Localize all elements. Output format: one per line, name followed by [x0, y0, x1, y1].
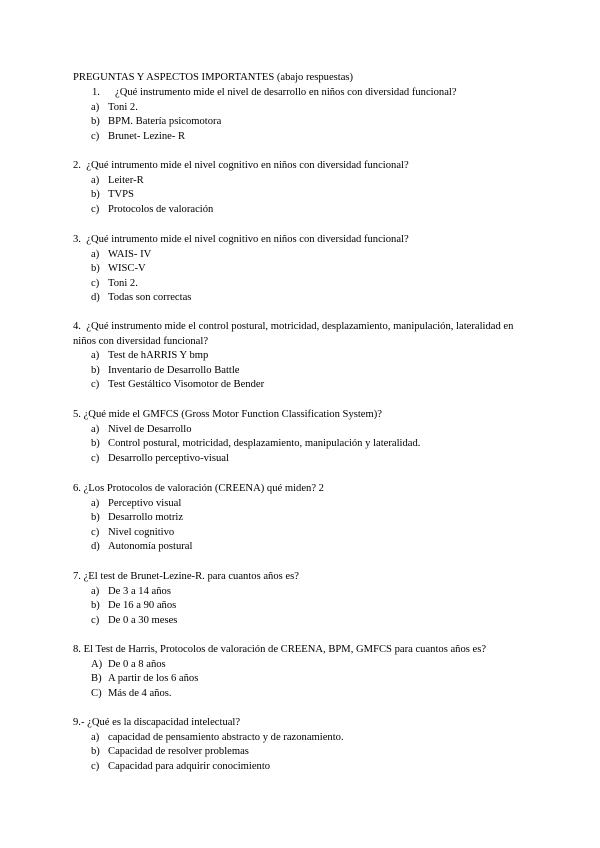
option-text: TVPS: [108, 189, 134, 201]
option-letter: c): [91, 203, 100, 215]
question-8: [73, 643, 543, 701]
option-text: De 3 a 14 años: [108, 585, 171, 597]
option-letter: c): [91, 277, 100, 289]
option: [73, 437, 533, 452]
option-text: capacidad de pensamiento abstracto y de razonamiento.: [108, 731, 344, 743]
option-text: Perceptivo visual: [108, 497, 182, 509]
option: [73, 262, 533, 277]
option-text: Leiter-R: [108, 174, 144, 186]
question-number: 7.: [73, 571, 81, 582]
option-text: WISC-V: [108, 263, 146, 275]
option-letter: d): [91, 541, 100, 553]
question-2: [73, 159, 533, 217]
question-number: 8.: [73, 644, 81, 655]
question-text: [73, 233, 533, 248]
option: [73, 745, 533, 760]
option-text: De 0 a 30 meses: [108, 614, 178, 626]
question-text: [73, 716, 533, 731]
option-text: De 16 a 90 años: [108, 600, 177, 612]
option: [73, 452, 533, 467]
question-text: [73, 408, 533, 423]
option: [73, 291, 533, 306]
option-text: Test de hARRIS Y bmp: [108, 350, 209, 362]
option: [73, 687, 543, 702]
option-letter: c): [91, 614, 100, 626]
question-label: ¿Qué intrumento mide el nivel cognitivo en niños con diversidad funcional?: [86, 234, 409, 245]
question-label: El Test de Harris, Protocolos de valoración de CREENA, BPM, GMFCS para cuantos años es?: [83, 644, 487, 655]
question-text: [73, 570, 533, 585]
option: [73, 497, 533, 512]
option-text: Desarrollo perceptivo-visual: [108, 452, 229, 464]
question-5: [73, 408, 533, 466]
option-letter: c): [91, 526, 100, 538]
option-text: Capacidad para adquirir conocimiento: [108, 760, 271, 772]
option: [73, 614, 533, 629]
option: [73, 115, 533, 130]
option-letter: b): [91, 116, 100, 128]
question-label: ¿Qué mide el GMFCS (Gross Motor Function Classification System)?: [83, 409, 382, 420]
option-letter: a): [91, 497, 100, 509]
option-letter: b): [91, 364, 100, 376]
option-letter: a): [91, 423, 100, 435]
option-letter: b): [91, 600, 100, 612]
question-number: 2.: [73, 160, 81, 171]
option-letter: a): [91, 101, 100, 113]
question-number: 1.: [92, 87, 100, 98]
question-7: [73, 570, 533, 628]
question-number: 6.: [73, 483, 81, 494]
question-text: [73, 159, 533, 174]
option: [73, 364, 533, 379]
option-letter: b): [91, 189, 100, 201]
option-text: Nivel de Desarrollo: [108, 423, 192, 435]
option: [73, 760, 533, 775]
question-text: [73, 643, 543, 658]
option: [73, 599, 533, 614]
question-number: 4.: [73, 321, 81, 332]
option-text: Test Gestáltico Visomotor de Bender: [108, 379, 265, 391]
option: [73, 130, 533, 145]
option-text: Toni 2.: [108, 277, 138, 289]
option-letter: b): [91, 746, 100, 758]
option: [73, 526, 533, 541]
option-text: Autonomía postural: [108, 541, 193, 553]
option-letter: a): [91, 350, 100, 362]
option-text: Más de 4 años.: [108, 687, 172, 699]
question-number: 9.-: [73, 717, 85, 728]
option-text: Nivel cognitivo: [108, 526, 175, 538]
option-letter: a): [91, 585, 100, 597]
option-text: De 0 a 8 años: [108, 658, 166, 670]
option-text: Control postural, motricidad, desplazamiento, manipulación y lateralidad.: [108, 438, 421, 450]
option: [73, 203, 533, 218]
option-letter: a): [91, 731, 100, 743]
option-text: Todas son correctas: [108, 292, 192, 304]
option: [73, 188, 533, 203]
option-text: BPM. Batería psicomotora: [108, 116, 222, 128]
option-text: Inventario de Desarrollo Battle: [108, 364, 240, 376]
option: [73, 248, 533, 263]
question-6: [73, 482, 533, 555]
option: [73, 585, 533, 600]
option-text: Brunet- Lezine- R: [108, 130, 186, 142]
option-letter: c): [91, 452, 100, 464]
question-number: 3.: [73, 234, 81, 245]
option-text: Toni 2.: [108, 101, 138, 113]
question-text: [73, 320, 533, 349]
question-label: ¿Los Protocolos de valoración (CREENA) qué miden? 2: [83, 483, 324, 494]
option-letter: C): [91, 687, 102, 699]
option-letter: b): [91, 438, 100, 450]
question-4: [73, 320, 533, 393]
option: [73, 174, 533, 189]
option-text: Desarrollo motriz: [108, 512, 184, 524]
option-text: Capacidad de resolver problemas: [108, 746, 249, 758]
option: [73, 101, 533, 116]
question-text: [73, 86, 533, 101]
question-3: [73, 233, 533, 306]
option-letter: b): [91, 263, 100, 275]
option: [73, 378, 533, 393]
option-letter: b): [91, 512, 100, 524]
option-text: Protocolos de valoración: [108, 203, 214, 215]
option: [73, 277, 533, 292]
page-title: PREGUNTAS Y ASPECTOS IMPORTANTES (abajo respuestas): [73, 72, 354, 83]
question-label: ¿Qué intrumento mide el nivel cognitivo en niños con diversidad funcional?: [86, 160, 409, 171]
option-letter: c): [91, 379, 100, 391]
question-number: 5.: [73, 409, 81, 420]
option-letter: B): [91, 673, 102, 685]
option: [73, 658, 543, 673]
option-text: WAIS- IV: [108, 248, 152, 260]
option-letter: c): [91, 760, 100, 772]
option-letter: a): [91, 174, 100, 186]
option-letter: d): [91, 292, 100, 304]
option: [73, 423, 533, 438]
question-label: ¿Qué instrumento mide el nivel de desarrollo en niños con diversidad funcional?: [115, 87, 457, 98]
option-letter: a): [91, 248, 100, 260]
question-1: [73, 86, 533, 144]
option: [73, 731, 533, 746]
question-label: ¿Qué instrumento mide el control postural, motricidad, desplazamiento, manipulación, lateralidad en niños con diversidad funcional?: [73, 321, 514, 347]
question-label: ¿Qué es la discapacidad intelectual?: [87, 717, 241, 728]
question-text: [73, 482, 533, 497]
option: [73, 540, 533, 555]
option: [73, 672, 543, 687]
option-letter: c): [91, 130, 100, 142]
option: [73, 349, 533, 364]
question-9: [73, 716, 533, 774]
option-letter: A): [91, 658, 103, 670]
option: [73, 511, 533, 526]
option-text: A partir de los 6 años: [108, 673, 199, 685]
question-label: ¿El test de Brunet-Lezine-R. para cuantos años es?: [83, 571, 299, 582]
